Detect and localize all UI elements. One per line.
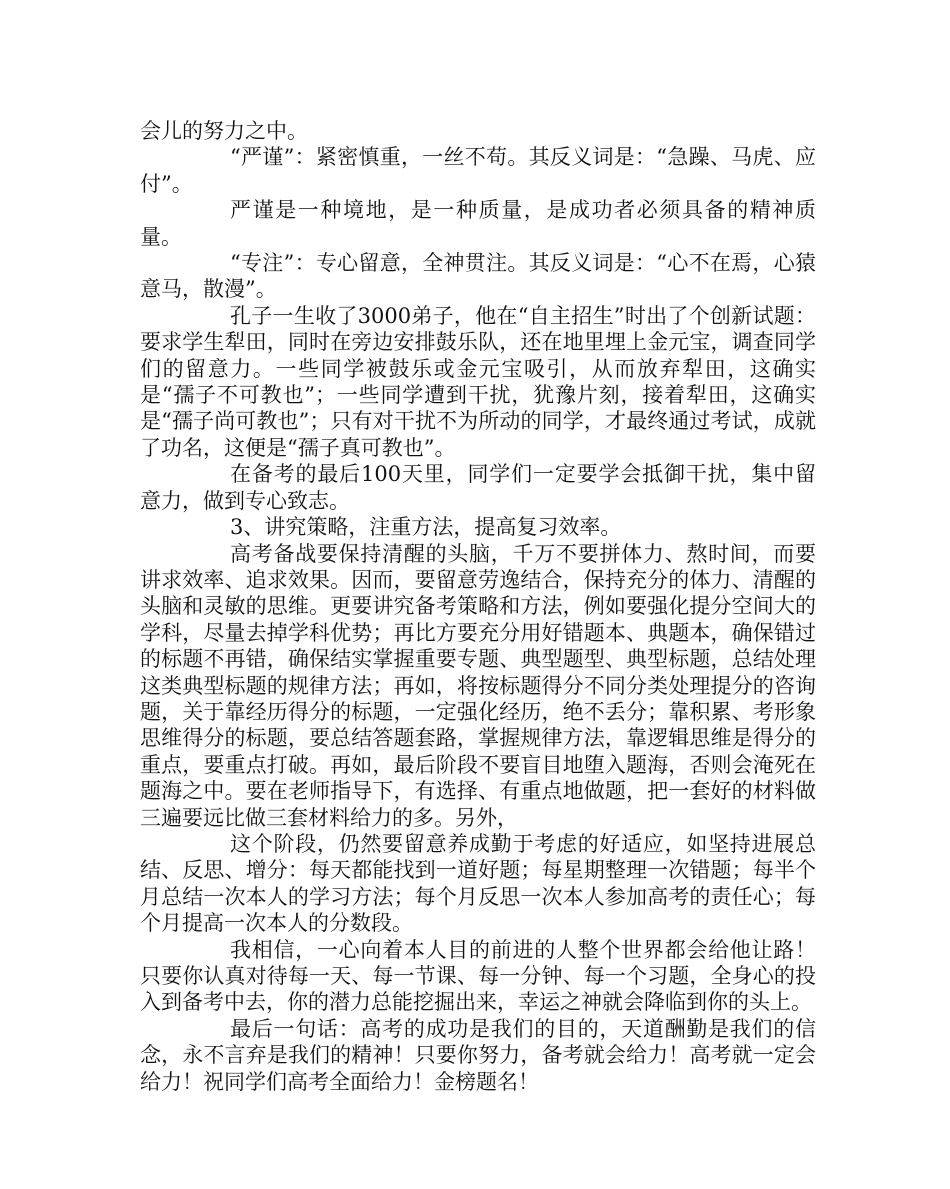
paragraph-habits: 这个阶段，仍然要留意养成勤于考虑的好适应，如坚持进展总结、反思、增分：每天都能找到一道好题；每星期整理一次错题；每半个月总结一次本人的学习方法；每个月反思一次本人参加高考的责任心；每个月提高一次本人的分数段。: [140, 831, 816, 936]
paragraph-last-100-days: 在备考的最后100天里，同学们一定要学会抵御干扰，集中留意力，做到专心致志。: [140, 462, 816, 513]
paragraph-continuation: 会儿的努力之中。: [140, 119, 308, 143]
paragraph-closing: 最后一句话：高考的成功是我们的目的，天道酬勤是我们的信念，永不言弃是我们的精神！只要你努力，备考就会给力！高考就一定会给力！祝同学们高考全面给力！金榜题名！: [140, 1016, 816, 1094]
paragraph-belief: 我相信，一心向着本人目的前进的人整个世界都会给他让路！只要你认真对待每一天、每一节课、每一分钟、每一个习题，全身心的投入到备考中去，你的潜力总能挖掘出来，幸运之神就会降临到你的头上。: [140, 937, 816, 1015]
paragraph-yanjin-quality: 严谨是一种境地，是一种质量，是成功者必须具备的精神质量。: [140, 198, 816, 249]
paragraph-confucius-story: 孔子一生收了3000弟子，他在“自主招生”时出了个创新试题：要求学生犁田，同时在旁边安排鼓乐队，还在地里埋上金元宝，调查同学们的留意力。一些同学被鼓乐或金元宝吸引，从而放弃犁田，这确实是“孺子不可教也”；一些同学遭到干扰，犹豫片刻，接着犁田，这确实是“孺子尚可教也”；只有对干扰不为所动的同学，才最终通过考试，成就了功名，这便是“孺子真可教也”。: [140, 303, 816, 460]
section-heading-strategy: 3、讲究策略，注重方法，提高复习效率。: [230, 515, 622, 540]
document-page: [140, 118, 816, 1095]
paragraph-zhuanzhu-definition: “专注”：专心留意，全神贯注。其反义词是：“心不在焉，心猿意马，散漫”。: [140, 251, 816, 302]
paragraph-yanjin-definition: “严谨”：紧密慎重，一丝不苟。其反义词是：“急躁、马虎、应付”。: [140, 145, 816, 196]
paragraph-strategy-methods: 高考备战要保持清醒的头脑，千万不要拼体力、熬时间，而要讲求效率、追求效果。因而，要留意劳逸结合，保持充分的体力、清醒的头脑和灵敏的思维。更要讲究备考策略和方法，例如要强化提分空间大的学科，尽量去掉学科优势；再比方要充分用好错题本、典题本，确保错过的标题不再错，确保结实掌握重要专题、典型题型、典型标题，总结处理这类典型标题的规律方法；再如，将按标题得分不同分类处理提分的咨询题，关于靠经历得分的标题，一定强化经历，绝不丢分；靠积累、考形象思维得分的标题，要总结答题套路，掌握规律方法，靠逻辑思维是得分的重点，要重点打破。再如，最后阶段不要盲目地堕入题海，否则会淹死在题海之中。要在老师指导下，有选择、有重点地做题，把一套好的材料做三遍要远比做三套材料给力的多。另外，: [140, 541, 816, 830]
